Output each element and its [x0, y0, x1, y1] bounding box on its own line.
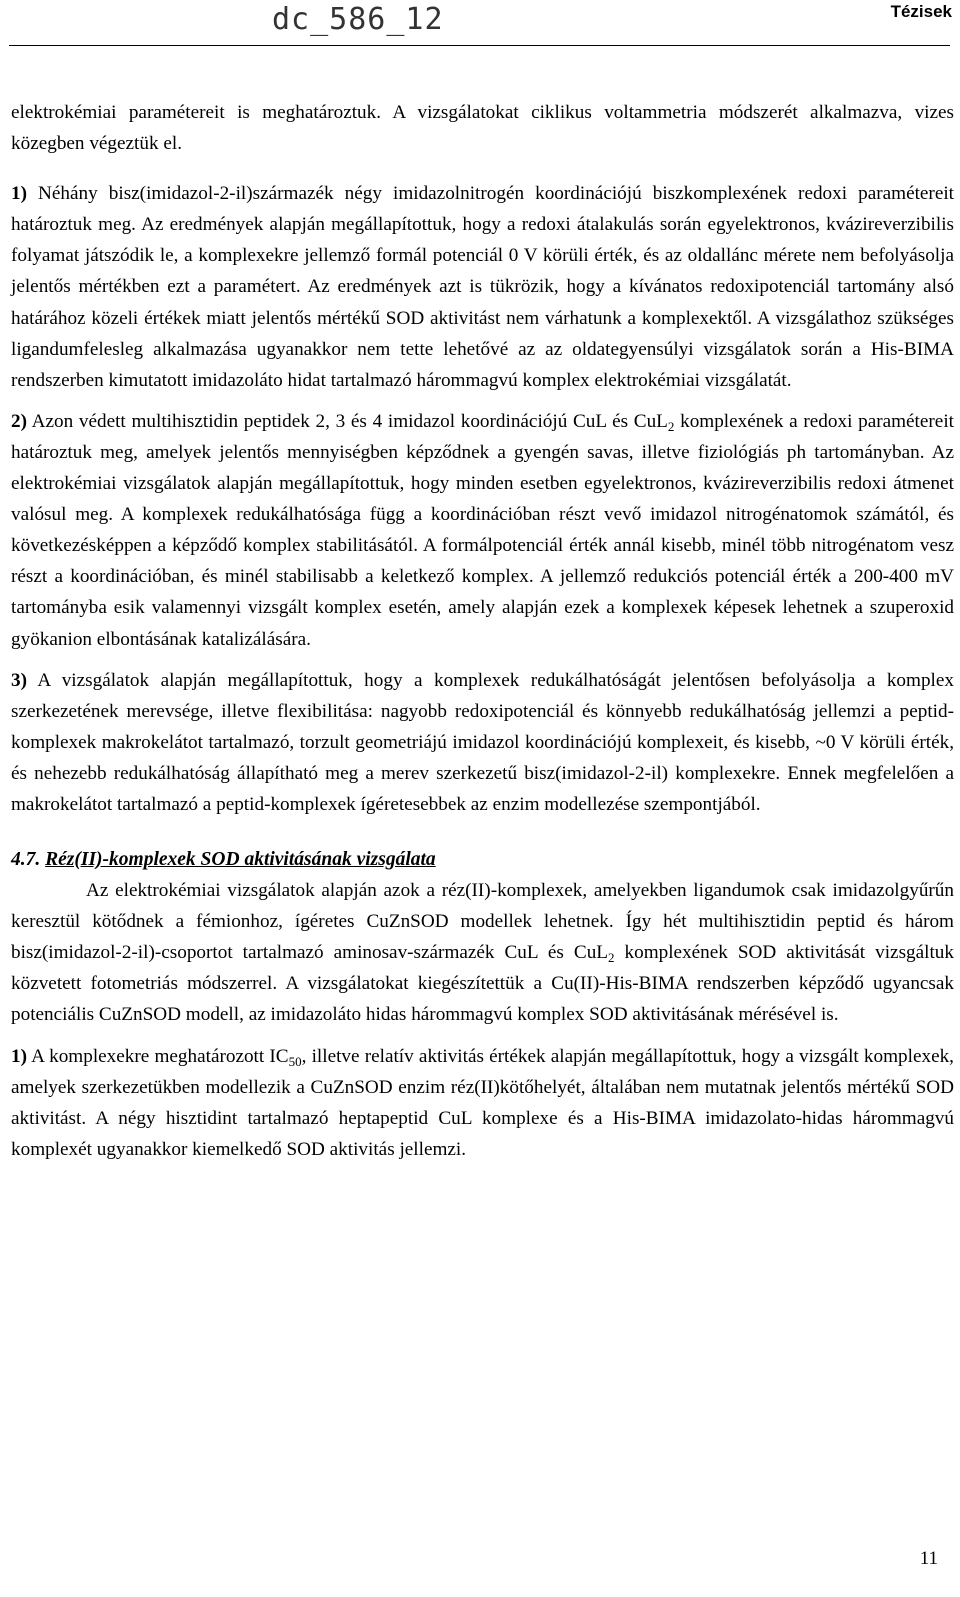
- paragraph-text: A vizsgálatok alapján megállapítottuk, hogy a komplexek redukálhatóságát jelentősen befolyásolja a komplex szerkezetének merevsége, illetve flexibilitása: nagyobb redoxipotenciál és könnyebb redukálhatóság jellemzi a peptid-komplexek makrokelátot tartalmazó, torzult geometriájú imidazol koordinációjú komplexeit, és kisebb, ~0 V körüli érték, és nehezebb redukálhatóság állapítható meg a merev szerkezetű bisz(imidazol-2-il) komplexekre. Ennek megfelelően a makrokelátot tartalmazó a peptid-komplexek ígéretesebbek az enzim modellezése szempontjából.: [11, 669, 954, 815]
- paragraph-text: komplexének SOD aktivitását vizsgáltuk közvetett fotometriás módszerrel. A vizsgálatokat kiegészítettük a Cu(II)-His-BIMA rendszerben képződő ugyancsak potenciális CuZnSOD modell, az imidazoláto hidas hárommagvú komplex SOD aktivitásának mérésével is.: [11, 942, 954, 1026]
- subscript: 2: [667, 418, 675, 434]
- section-heading: [11, 844, 954, 875]
- section-title: Réz(II)-komplexek SOD aktivitásának vizsgálata: [45, 849, 436, 871]
- paragraph-text: Azon védett multihisztidin peptidek 2, 3 és 4 imidazol koordinációjú CuL és CuL: [31, 410, 668, 432]
- item-number: 3): [11, 669, 27, 691]
- subscript: 2: [608, 950, 615, 966]
- paragraph-result-2: [11, 406, 954, 655]
- paragraph-section-intro: [11, 875, 954, 1030]
- paragraph-section-result-1: [11, 1041, 954, 1165]
- paragraph-text: , illetve relatív aktivitás értékek alapján megállapítottuk, hogy a vizsgált komplexek, amelyek szerkezetükben modellezik a CuZnSOD enzim réz(II)kötőhelyét, általában nem mutatnak jelentős mértékű SOD aktivitást. A négy hisztidint tartalmazó heptapeptid CuL komplexe és a His-BIMA imidazolato-hidas hárommagvú komplexét ugyanakkor kiemelkedő SOD aktivitás jellemzi.: [11, 1045, 954, 1160]
- subscript: 50: [288, 1053, 302, 1069]
- item-number: 2): [11, 410, 27, 432]
- header-divider: [9, 45, 950, 46]
- document-code: dc_586_12: [272, 2, 444, 37]
- paragraph-text: Néhány bisz(imidazol-2-il)származék négy imidazolnitrogén koordinációjú biszkomplexének redoxi paramétereit határoztuk meg. Az eredmények alapján megállapítottuk, hogy a redoxi átalakulás során egyelektronos, kvázireverzibilis folyamat játszódik le, a komplexekre jellemző formál potenciál 0 V körüli érték, és az oldallánc mérete nem befolyásolja jelentős mértékben ezt a paramétert. Az eredmények azt is tükrözik, hogy a kívánatos redoxipotenciál tartomány alsó határához közeli értékek miatt jelentős mértékű SOD aktivitást nem várhatunk a komplexektől. A vizsgálathoz szükséges ligandumfelesleg alkalmazása ugyanakkor nem tette lehetővé az az oldategyensúlyi vizsgálatok során a His-BIMA rendszerben kimutatott imidazoláto hidat tartalmazó hárommagvú komplex elektrokémiai vizsgálatát.: [11, 183, 955, 391]
- paragraph-text: A komplexekre meghatározott IC: [31, 1045, 289, 1067]
- paragraph-intro: elektrokémiai paramétereit is meghatároztuk. A vizsgálatokat ciklikus voltammetria módszerét alkalmazva, vizes közegben végeztük el.: [11, 102, 954, 155]
- paragraph-result-3: [11, 665, 954, 820]
- page-number: 11: [919, 1548, 938, 1569]
- section-label: Tézisek: [890, 2, 952, 21]
- item-number: 1): [11, 183, 27, 205]
- paragraph-result-1: [11, 178, 954, 396]
- paragraph-text: komplexének a redoxi paramétereit határoztuk meg, amelyek jelentős mennyiségben képződnek a gyengén savas, illetve fiziológiás ph tartományban. Az elektrokémiai vizsgálatok alapján megállapítottuk, hogy minden esetben egyelektronos, kvázireverzibilis redoxi átmenet valósul meg. A komplexek redukálhatósága függ a koordinációban részt vevő imidazol nitrogénatomok számától, és következésképpen a képződő komplex stabilitásától. A formálpotenciál érték annál kisebb, minél több nitrogénatom vesz részt a koordinációban, és minél stabilisabb a keletkező komplex. A jellemző redukciós potenciál érték a 200-400 mV tartományba esik valamennyi vizsgált komplex esetén, amely alapján ezek a komplexek képesek lehetnek a szuperoxid gyökanion elbontásának katalizálására.: [11, 410, 954, 650]
- document-body: [11, 97, 954, 1165]
- item-number: 1): [11, 1045, 27, 1067]
- section-number: 4.7.: [11, 849, 41, 871]
- paragraph-text: Az elektrokémiai vizsgálatok alapján azok a réz(II)-komplexek, amelyekben ligandumok csak imidazolgyűrűn keresztül kötődnek a fémionhoz, ígéretes CuZnSOD modellek lehetnek. Így hét multihisztidin peptid és három bisz(imidazol-2-il)-csoportot tartalmazó aminosav-származék CuL és CuL: [11, 880, 954, 964]
